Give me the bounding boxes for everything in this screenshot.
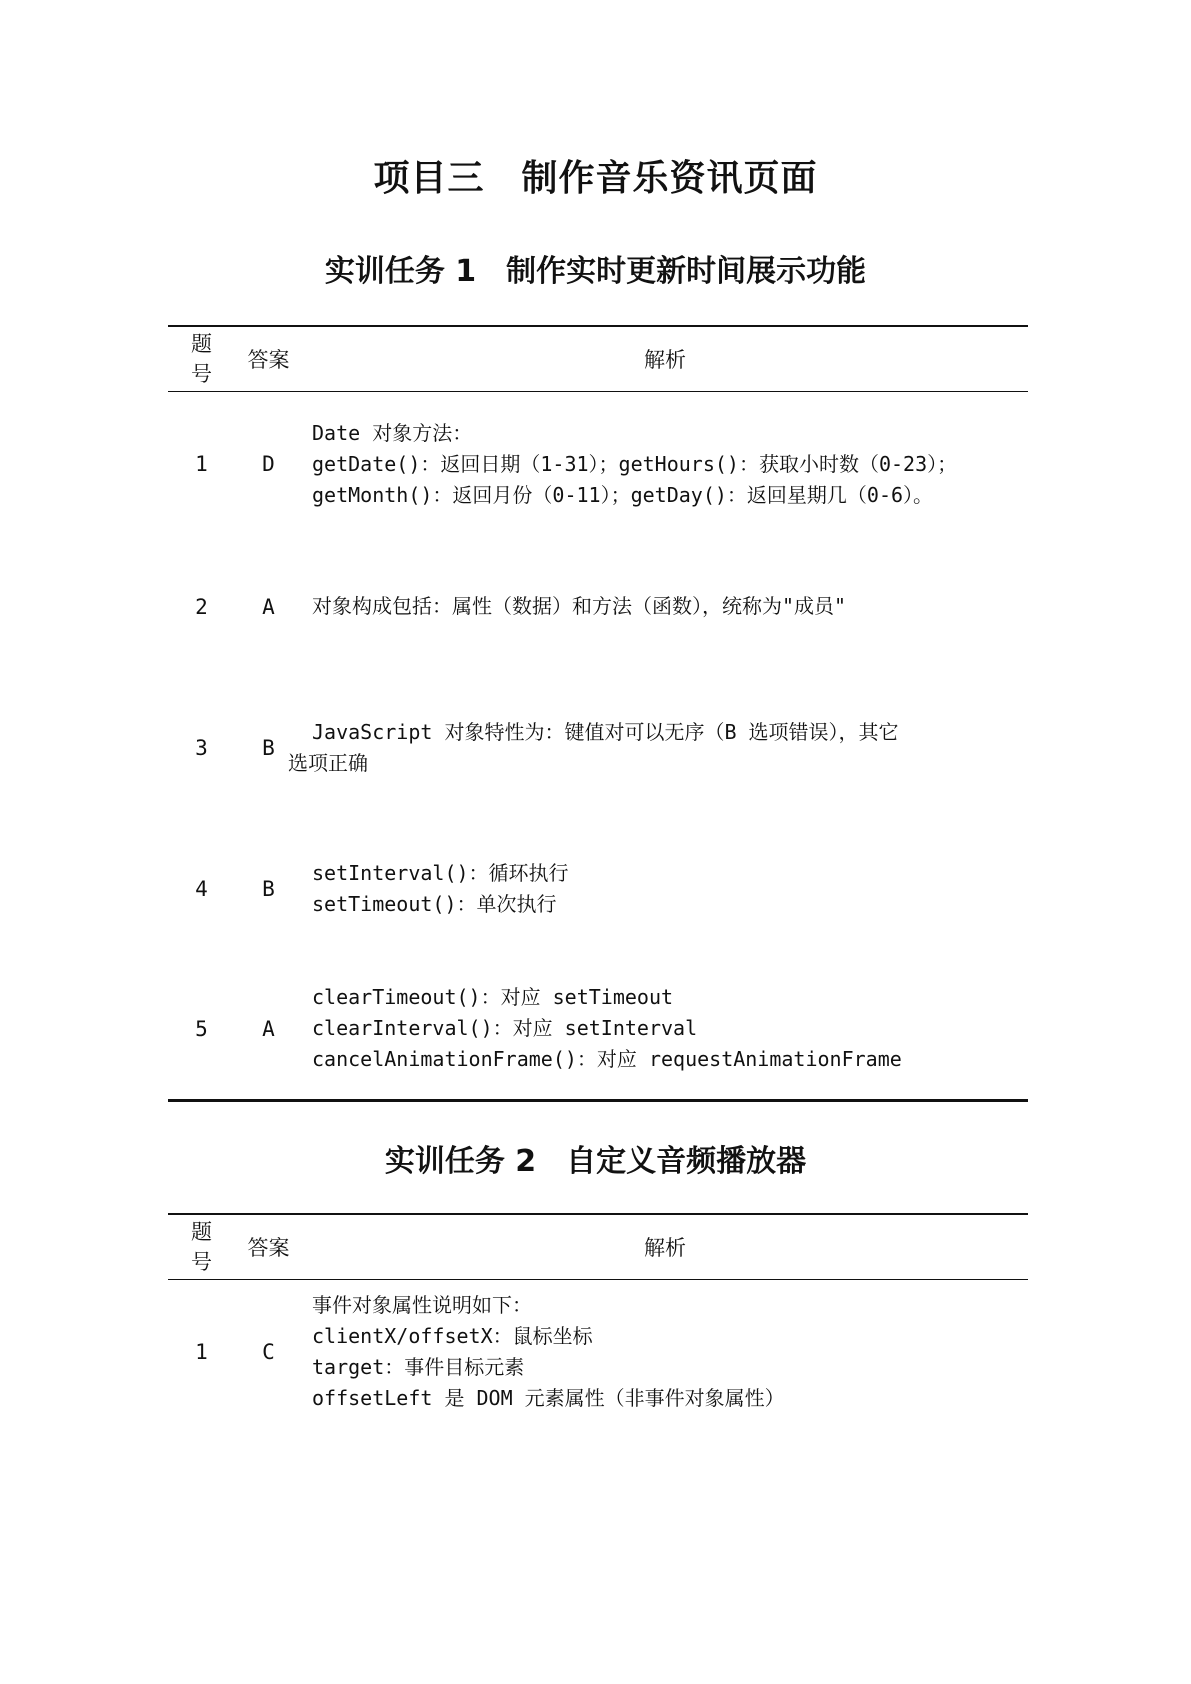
analysis-text [288,677,1028,819]
header-answer: 答案 [235,326,302,392]
analysis-line: getDate()：返回日期（1-31）；getHours()：获取小时数（0-23）； [312,451,958,476]
table-row [168,537,1028,677]
answer-letter: C [262,1340,275,1365]
analysis-line: 对象构成包括：属性（数据）和方法（函数），统称为"成员" [312,594,847,618]
analysis-line: JavaScript 对象特性为：键值对可以无序（B 选项错误），其它 [312,719,899,744]
analysis-line: offsetLeft 是 DOM 元素属性（非事件对象属性） [312,1386,785,1411]
answer-letter: B [262,735,275,760]
header-analysis: 解析 [302,326,1028,392]
answer-letter: D [262,452,275,477]
analysis-text [302,819,1028,959]
analysis-line: 选项正确 [288,750,368,775]
question-number: 3 [195,735,208,760]
analysis-text [302,537,1028,677]
table-row [168,819,1028,959]
question-number: 5 [168,959,235,1101]
question-number: 2 [195,594,208,619]
table-row [168,677,1028,819]
header-question-number: 题号 [168,326,235,392]
analysis-text [302,1280,1028,1425]
analysis-line: clearInterval()：对应 setInterval [312,1016,698,1041]
analysis-line: 事件对象属性说明如下： [312,1293,532,1318]
analysis-line: setInterval()：循环执行 [312,860,569,885]
table-row [168,959,1028,1101]
answer-letter: A [262,594,275,619]
question-number: 4 [195,876,208,901]
header-analysis: 解析 [302,1214,1028,1280]
table-header-row [168,326,1028,392]
analysis-text [302,392,1028,537]
answer-letter: B [262,876,275,901]
analysis-line: setTimeout()：单次执行 [312,891,557,916]
analysis-text [302,959,1028,1101]
analysis-line: getMonth()：返回月份（0-11）；getDay()：返回星期几（0-6）。 [312,482,934,507]
table-row [168,1280,1028,1425]
task2-answer-table [168,1213,1028,1425]
answer-letter: A [235,959,302,1101]
analysis-line: cancelAnimationFrame()：对应 requestAnimationFrame [312,1047,902,1072]
question-number: 1 [195,452,208,477]
analysis-line: target：事件目标元素 [312,1355,525,1380]
page-title: 项目三 制作音乐资讯页面 [373,158,818,199]
task2-title: 实训任务 2 自定义音频播放器 [384,1144,807,1179]
header-question-number: 题号 [168,1214,235,1280]
task1-title: 实训任务 1 制作实时更新时间展示功能 [324,254,867,289]
analysis-line: clientX/offsetX：鼠标坐标 [312,1324,593,1349]
task1-answer-table [168,325,1028,1102]
analysis-line: Date 对象方法： [312,420,473,445]
header-answer: 答案 [235,1214,302,1280]
analysis-line: clearTimeout()：对应 setTimeout [312,985,674,1010]
question-number: 1 [195,1340,208,1365]
table-header-row [168,1214,1028,1280]
table-row [168,392,1028,537]
